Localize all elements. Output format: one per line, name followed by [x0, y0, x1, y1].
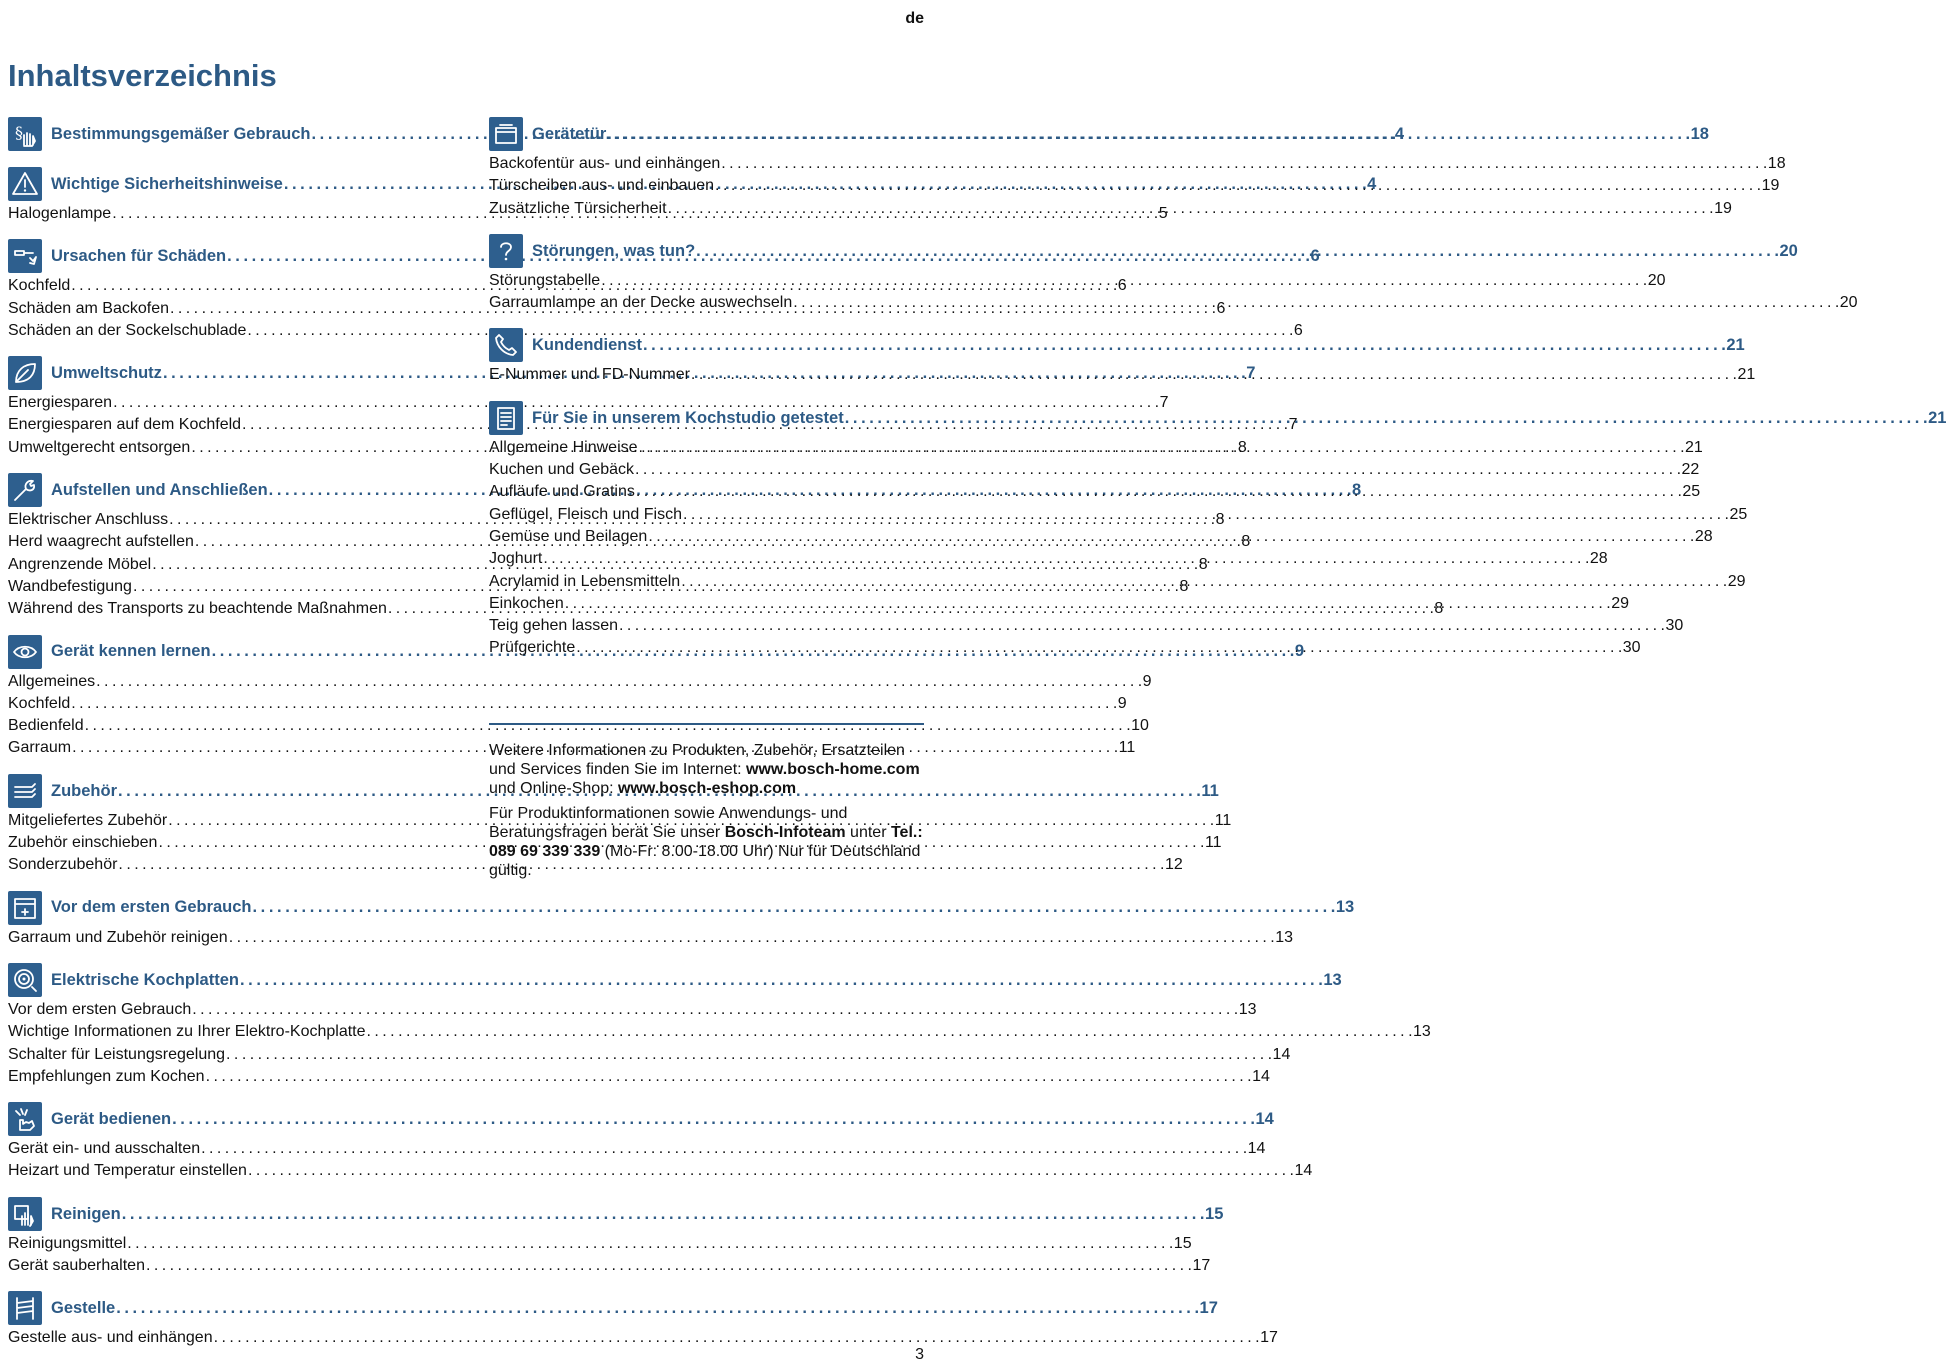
toc-entry[interactable]	[8, 1233, 1192, 1255]
entry-label: Elektrischer Anschluss	[8, 511, 169, 529]
dot-leader	[96, 671, 1142, 693]
entry-label: Backofentür aus- und einhängen	[489, 155, 721, 172]
section-title: Bestimmungsgemäßer Gebrauch	[51, 124, 311, 143]
entry-label: Allgemeine Hinweise	[489, 438, 638, 456]
page-ref: 29	[1727, 572, 1746, 590]
entry-label: Umweltgerecht entsorgen	[8, 438, 191, 456]
leaf-icon	[8, 356, 42, 390]
info-box	[489, 741, 925, 886]
first-use-icon	[8, 891, 42, 925]
dot-leader	[543, 548, 1589, 570]
entry-label: Kochfeld	[8, 694, 71, 712]
section-title: Elektrische Kochplatten	[51, 970, 239, 989]
toc-entry[interactable]	[489, 504, 1748, 526]
dot-leader	[565, 593, 1611, 615]
page-ref: 19	[1714, 199, 1732, 217]
dot-leader	[127, 1233, 1173, 1255]
cleaning-hand-icon	[8, 1197, 42, 1231]
page-ref: 6	[1117, 277, 1127, 295]
dot-leader	[367, 1021, 1413, 1043]
entry-label: Zusätzliche Türsicherheit	[489, 199, 667, 217]
toc-entry[interactable]	[8, 854, 1183, 876]
toc-entry[interactable]	[8, 1138, 1266, 1160]
dot-leader	[696, 240, 1778, 262]
page-ref: 11	[1214, 811, 1232, 829]
dot-leader	[248, 1160, 1294, 1182]
eye-icon	[8, 635, 42, 669]
section-heading	[489, 326, 1745, 364]
entry-label: Kuchen und Gebäck	[489, 461, 634, 479]
page-ref: 8	[1237, 438, 1247, 456]
page-ref: 21	[1928, 408, 1946, 427]
page-ref: 30	[1622, 639, 1641, 657]
page-ref: 21	[1685, 438, 1703, 456]
entry-label: E-Nummer und FD-Nummer	[489, 366, 690, 384]
entry-label: Halogenlampe	[8, 205, 112, 222]
page-ref: 11	[1204, 834, 1222, 852]
toc-entry[interactable]	[489, 153, 1786, 175]
dot-leader	[681, 571, 1727, 593]
toc-section	[8, 1289, 1278, 1349]
page-title: Inhaltsverzeichnis	[8, 58, 277, 93]
page-ref: 29	[1611, 594, 1630, 612]
eshop-link[interactable]: www.bosch-eshop.com	[617, 780, 797, 797]
toc-entry[interactable]	[489, 364, 1756, 386]
entry-label: Zubehör einschieben	[8, 834, 158, 852]
dot-leader	[206, 1066, 1252, 1088]
toc-entry[interactable]	[8, 1160, 1313, 1182]
toc-entry[interactable]	[489, 198, 1732, 220]
toc-section	[8, 889, 1355, 949]
damage-hammer-icon	[8, 239, 42, 273]
entry-label: Schäden an der Sockelschublade	[8, 321, 247, 339]
page-ref: 20	[1839, 294, 1858, 312]
dot-leader	[793, 292, 1839, 314]
toc-entry[interactable]	[489, 175, 1780, 197]
entry-label: Schalter für Leistungsregelung	[8, 1045, 226, 1063]
page-ref: 15	[1205, 1204, 1224, 1223]
page-ref: 13	[1275, 928, 1293, 946]
dot-leader	[226, 1044, 1272, 1066]
phone-icon	[489, 328, 523, 362]
page-ref: 6	[1293, 321, 1303, 339]
toc-heading-link[interactable]	[51, 896, 1354, 918]
toc-entry[interactable]	[489, 571, 1746, 593]
dot-leader	[214, 1327, 1260, 1349]
entry-label: Wandbefestigung	[8, 577, 132, 595]
dot-leader	[668, 198, 1714, 220]
entry-label: Angrenzende Möbel	[8, 555, 152, 573]
page-ref: 14	[1255, 1109, 1274, 1128]
entry-label: Vor dem ersten Gebrauch	[8, 1000, 192, 1018]
entry-label: Mitgeliefertes Zubehör	[8, 811, 168, 829]
operate-hand-icon	[8, 1102, 42, 1136]
section-heading	[489, 399, 1946, 437]
dot-leader	[192, 999, 1238, 1021]
entry-label: Reinigungsmittel	[8, 1234, 127, 1252]
page-ref: 25	[1682, 483, 1701, 501]
toc-entry[interactable]	[8, 392, 1169, 414]
dot-leader	[635, 459, 1681, 481]
section-title: Vor dem ersten Gebrauch	[51, 898, 252, 917]
entry-label: Geflügel, Fleisch und Fisch	[489, 505, 682, 523]
page-ref: 11	[1201, 781, 1219, 800]
entry-label: Kochfeld	[8, 277, 71, 295]
toc-entry[interactable]	[8, 999, 1257, 1021]
entry-label: Sonderzubehör	[8, 856, 118, 874]
page-ref: 30	[1665, 617, 1684, 635]
dot-leader	[85, 715, 1131, 737]
entry-label: Gemüse und Beilagen	[489, 527, 648, 545]
entry-label: Gestelle aus- und einhängen	[8, 1329, 213, 1347]
page-ref: 13	[1238, 1000, 1257, 1018]
page-ref: 13	[1323, 970, 1342, 989]
entry-label: Joghurt	[489, 550, 543, 568]
page-ref: 7	[1246, 364, 1256, 383]
entry-label: Acrylamid in Lebensmitteln	[489, 572, 681, 590]
entry-label: Während des Transports zu beachtende Maßnahmen	[8, 600, 387, 618]
page-ref: 13	[1413, 1023, 1431, 1041]
dot-leader	[639, 437, 1685, 459]
entry-label: Heizart und Temperatur einstellen	[8, 1162, 247, 1180]
section-title: Gestelle	[51, 1299, 116, 1318]
entry-label: Teig gehen lassen	[489, 617, 618, 635]
page-ref: 6	[1216, 299, 1226, 317]
dot-leader	[636, 481, 1682, 503]
page-ref: 14	[1272, 1045, 1291, 1063]
toc-section	[489, 326, 1756, 386]
toc-section	[8, 1195, 1224, 1278]
dot-leader	[146, 1255, 1192, 1277]
toc-heading-link[interactable]	[51, 1108, 1274, 1130]
toc-section	[8, 1100, 1313, 1183]
toc-entry[interactable]	[8, 715, 1149, 737]
entry-label: Schäden am Backofen	[8, 299, 169, 317]
page-ref: 15	[1173, 1234, 1192, 1252]
entry-label: Allgemeines	[8, 672, 96, 690]
infoteam-name: Bosch-Infoteam	[724, 824, 846, 841]
page-ref: 8	[1241, 533, 1251, 551]
dot-leader	[691, 364, 1737, 386]
page-ref: 7	[1288, 416, 1298, 434]
toc-heading-link[interactable]	[532, 240, 1798, 262]
info-paragraph-web: Weitere Informationen zu Produkten, Zubehör, Ersatzteilen und Services finden Sie im Internet: www.bosch-home.com und Online-Shop: www.bosch-eshop.com	[489, 742, 920, 797]
section-heading	[8, 889, 1355, 927]
dot-leader	[116, 1297, 1198, 1319]
page-ref: 17	[1199, 1299, 1218, 1318]
door-icon	[489, 117, 523, 151]
entry-label: Aufläufe und Gratins	[489, 483, 635, 501]
trays-icon	[8, 774, 42, 808]
dot-leader	[845, 407, 1927, 429]
dot-leader	[721, 153, 1767, 175]
toc-entry[interactable]	[8, 693, 1127, 715]
page-ref: 18	[1690, 124, 1709, 143]
section-title: Gerät bedienen	[51, 1109, 172, 1128]
page-ref: 14	[1247, 1140, 1266, 1158]
dot-leader	[71, 693, 1117, 715]
page-ref: 17	[1260, 1329, 1278, 1347]
page-ref: 4	[1394, 124, 1405, 143]
page-ref: 20	[1779, 241, 1798, 260]
toc-entry[interactable]	[8, 810, 1232, 832]
section-title: Für Sie in unserem Kochstudio getestet	[532, 408, 844, 427]
recipe-book-icon	[489, 401, 523, 435]
info-divider	[489, 723, 924, 725]
page-ref: 28	[1694, 527, 1713, 545]
toc-entry[interactable]	[8, 1021, 1431, 1043]
toc-entry[interactable]	[489, 637, 1641, 659]
page-ref: 8	[1198, 555, 1208, 573]
entry-label: Garraumlampe an der Decke auswechseln	[489, 294, 793, 312]
section-title: Reinigen	[51, 1204, 121, 1223]
page-ref: 14	[1294, 1162, 1313, 1180]
toc-heading-link[interactable]	[532, 407, 1946, 429]
dot-leader	[253, 896, 1335, 918]
entry-label: Herd waagrecht aufstellen	[8, 533, 194, 551]
page-ref: 9	[1142, 672, 1152, 690]
toc-entry[interactable]	[489, 526, 1713, 548]
page-ref: 12	[1164, 856, 1183, 874]
section-title: Ursachen für Schäden	[51, 247, 227, 266]
page-ref: 11	[1118, 739, 1136, 757]
toc-section	[489, 232, 1858, 315]
page-ref: 28	[1589, 550, 1608, 568]
website-link[interactable]: www.bosch-home.com	[746, 761, 920, 778]
toc-entry[interactable]	[489, 548, 1608, 570]
page-ref: 20	[1647, 271, 1666, 289]
page-ref: 7	[1159, 394, 1169, 412]
page-ref: 21	[1737, 366, 1756, 384]
page-ref: 18	[1767, 155, 1786, 172]
toc-entry[interactable]	[489, 292, 1858, 314]
entry-label: Bedienfeld	[8, 717, 84, 735]
section-title: Zubehör	[51, 781, 117, 800]
dot-leader	[619, 615, 1665, 637]
page-ref: 21	[1726, 336, 1745, 355]
dot-leader	[648, 526, 1694, 548]
page-ref: 14	[1252, 1067, 1270, 1085]
section-title: Wichtige Sicherheitshinweise	[51, 174, 283, 193]
section-title: Gerätetür	[532, 124, 607, 143]
entry-label: Prüfgerichte	[489, 639, 576, 657]
page-ref: 9	[1117, 694, 1127, 712]
info-paragraph-hotline: Für Produktinformationen sowie Anwendungs- und Beratungsfragen berät Sie unser Bosch-Infoteam unter Tel.: 089 69 339 339 (Mo-Fr: 8.00-18.00 Uhr) Nur für Deutschland gültig.	[489, 805, 923, 879]
page-ref: 9	[1294, 642, 1305, 661]
wrench-icon	[8, 473, 42, 507]
section-heading	[489, 115, 1709, 153]
page-ref: 17	[1192, 1257, 1211, 1275]
toc-entry[interactable]	[489, 481, 1701, 503]
toc-heading-link[interactable]	[532, 334, 1745, 356]
entry-label: Wichtige Informationen zu Ihrer Elektro-Kochplatte	[8, 1023, 366, 1041]
toc-section	[489, 115, 1786, 220]
section-heading	[8, 1289, 1218, 1327]
toc-heading-link[interactable]	[51, 1203, 1223, 1225]
toc-entry[interactable]	[8, 1255, 1211, 1277]
page-ref: 13	[1335, 898, 1355, 917]
toc-heading-link[interactable]	[532, 123, 1709, 145]
page-ref: 22	[1681, 461, 1700, 479]
dot-leader	[715, 175, 1761, 197]
section-heading	[8, 1100, 1274, 1138]
toc-entry[interactable]	[8, 1066, 1270, 1088]
page-ref: 10	[1131, 717, 1149, 735]
question-icon	[489, 234, 523, 268]
section-heading	[489, 232, 1798, 270]
svg-text:§: §	[15, 123, 23, 142]
language-code: de	[905, 10, 924, 27]
toc-heading-link[interactable]	[51, 969, 1342, 991]
section-title: Kundendienst	[532, 336, 642, 355]
toc-entry[interactable]	[489, 459, 1700, 481]
entry-label: Gerät sauberhalten	[8, 1257, 145, 1275]
toc-entry[interactable]	[8, 320, 1303, 342]
toc-entry[interactable]	[489, 437, 1703, 459]
dot-leader	[240, 969, 1322, 991]
entry-label: Einkochen	[489, 594, 564, 612]
page-ref: 8	[1179, 577, 1189, 595]
entry-label: Garraum	[8, 739, 72, 757]
page-number: 3	[915, 1346, 924, 1363]
entry-label: Gerät ein- und ausschalten	[8, 1140, 201, 1158]
toc-entry[interactable]	[489, 593, 1630, 615]
toc-entry[interactable]	[489, 615, 1684, 637]
entry-label: Garraum und Zubehör reinigen	[8, 928, 228, 946]
section-title: Störungen, was tun?	[532, 241, 696, 260]
toc-entry[interactable]	[8, 737, 1136, 759]
dot-leader	[229, 927, 1275, 949]
hotline-phone: Tel.: 089 69 339 339	[489, 824, 923, 860]
entry-label: Energiesparen auf dem Kochfeld	[8, 416, 242, 434]
toc-right-column	[489, 115, 1946, 672]
entry-label: Energiesparen	[8, 394, 113, 412]
page-ref: 8	[1352, 480, 1362, 499]
page-ref: 5	[1158, 205, 1168, 222]
section-title: Aufstellen und Anschließen	[51, 480, 268, 499]
dot-leader	[683, 504, 1729, 526]
section-title: Umweltschutz	[51, 364, 162, 383]
section-title: Gerät kennen lernen	[51, 642, 211, 661]
dot-leader	[172, 1108, 1254, 1130]
toc-heading-link[interactable]	[51, 1297, 1218, 1319]
page-ref: 4	[1367, 174, 1377, 193]
page-ref: 8	[1215, 511, 1225, 529]
page-ref: 8	[1434, 600, 1444, 618]
entry-label: Störungstabelle	[489, 271, 601, 289]
dot-leader	[643, 334, 1725, 356]
toc-entry[interactable]	[8, 1044, 1291, 1066]
page-ref: 19	[1761, 177, 1780, 195]
toc-entry[interactable]	[8, 927, 1293, 949]
paragraph-hand-icon	[8, 117, 42, 151]
dot-leader	[601, 270, 1647, 292]
hotplate-icon	[8, 963, 42, 997]
dot-leader	[576, 637, 1622, 659]
section-heading	[8, 1195, 1224, 1233]
page-ref: 6	[1310, 247, 1320, 266]
toc-section	[8, 961, 1431, 1088]
warning-triangle-icon	[8, 167, 42, 201]
dot-leader	[201, 1138, 1247, 1160]
entry-label: Türscheiben aus- und einbauen	[489, 177, 715, 195]
page-ref: 25	[1729, 505, 1748, 523]
entry-label: Empfehlungen zum Kochen	[8, 1067, 205, 1085]
toc-entry[interactable]	[8, 1327, 1278, 1349]
toc-entry[interactable]	[489, 270, 1666, 292]
dot-leader	[122, 1203, 1204, 1225]
toc-section	[489, 399, 1946, 660]
dot-leader	[607, 123, 1689, 145]
racks-icon	[8, 1291, 42, 1325]
toc-entry[interactable]	[8, 671, 1152, 693]
section-heading	[8, 961, 1342, 999]
